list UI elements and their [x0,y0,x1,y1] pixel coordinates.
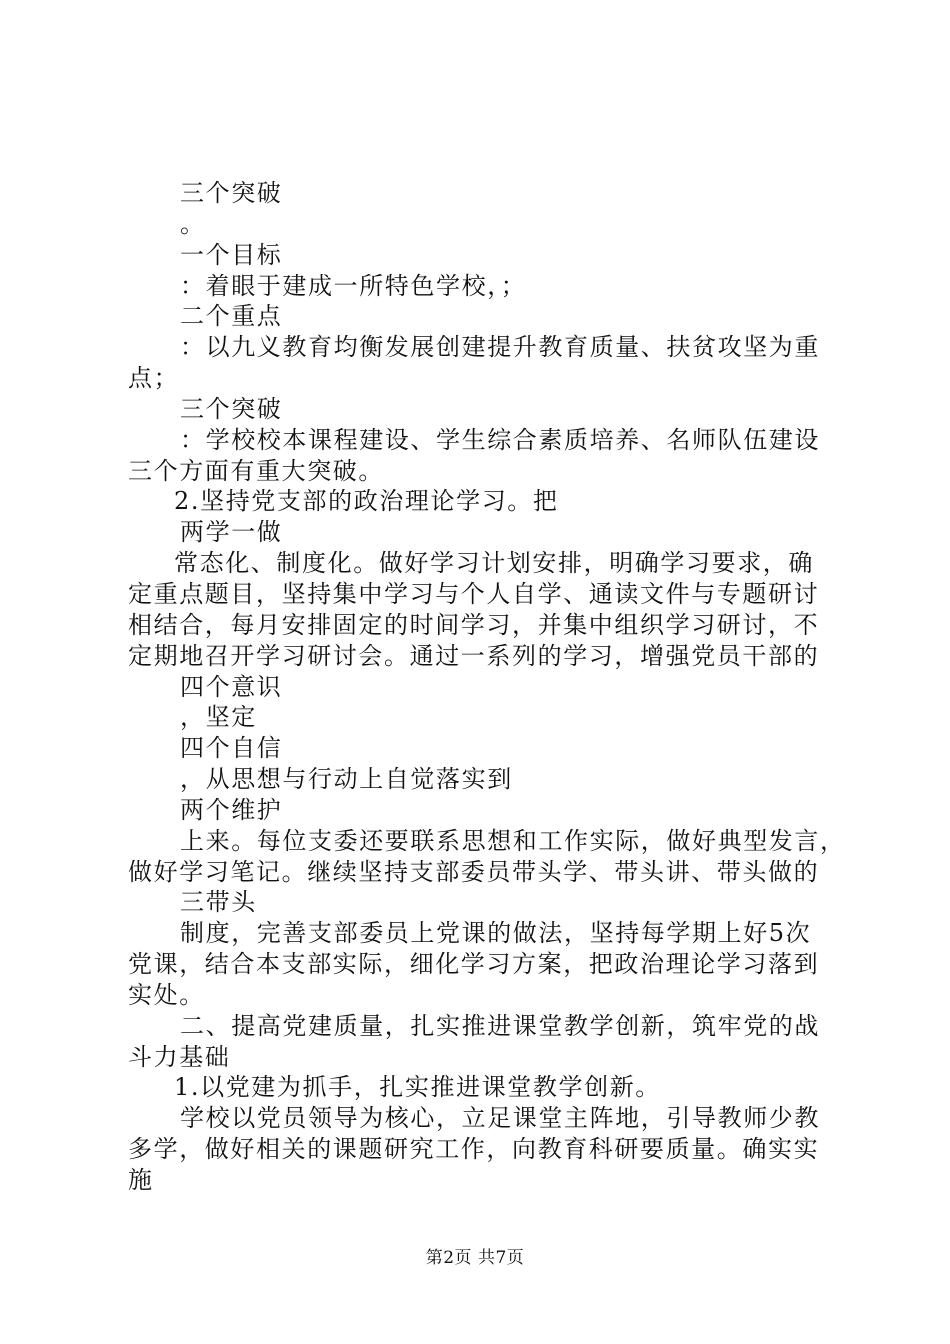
text-line: 三个突破 [180,179,283,207]
text-line: 二、提高党建质量，扎实推进课堂教学创新，筑牢党的战 [180,1011,820,1040]
text-line: 常态化、制度化。做好学习计划安排，明确学习要求，确 [174,549,814,578]
text-line: ：以九义教育均衡发展创建提升教育质量、扶贫攻坚为重 [180,333,820,362]
document-body [128,178,846,1196]
text-line: 做好学习笔记。继续坚持支部委员带头学、带头讲、带头做的 [128,857,820,886]
text-line: 上来。每位支委还要联系思想和工作实际，做好典型发言， [180,826,846,855]
text-line: 制度，完善支部委员上党课的做法，坚持每学期上好5次 [180,919,812,948]
text-line: 相结合，每月安排固定的时间学习，并集中组织学习研讨，不 [128,610,820,639]
text-line: 斗力基础 [128,1042,231,1071]
text-line: 学校以党员领导为核心，立足课堂主阵地，引导教师少教 [180,1104,820,1133]
text-line: 2.坚持党支部的政治理论学习。把 [174,487,559,516]
text-line: 定期地召开学习研讨会。通过一系列的学习，增强党员干部的 [128,641,820,670]
text-line: ：学校校本课程建设、学生综合素质培养、名师队伍建设 [180,425,820,454]
text-line: 三带头 [180,888,257,917]
text-line: 一个目标 [180,240,283,269]
text-line: 四个意识 [180,672,283,701]
text-line: 。 [180,209,206,238]
text-line: 三个突破 [180,394,283,423]
text-line: 多学，做好相关的课题研究工作，向教育科研要质量。确实实 [128,1135,820,1164]
text-line: 实处。 [128,980,205,1009]
text-line: 1.以党建为抓手，扎实推进课堂教学创新。 [174,1073,661,1102]
text-line: 四个自信 [180,734,283,763]
text-line: 两个维护 [180,795,283,824]
text-line: 二个重点 [180,302,283,331]
text-line: 施 [128,1166,154,1194]
text-line: 两学一做 [180,518,283,547]
text-line: ：着眼于建成一所特色学校，； [180,271,527,300]
text-line: 三个方面有重大突破。 [128,456,384,485]
text-line: 党课，结合本支部实际，细化学习方案，把政治理论学习落到 [128,950,820,979]
page-number-footer: 第2页 共7页 [425,1248,525,1268]
text-line: ，从思想与行动上自觉落实到 [180,765,513,794]
text-line: 点； [128,364,180,393]
text-line: ，坚定 [180,703,257,732]
text-line: 定重点题目，坚持集中学习与个人自学、通读文件与专题研讨 [128,579,820,608]
